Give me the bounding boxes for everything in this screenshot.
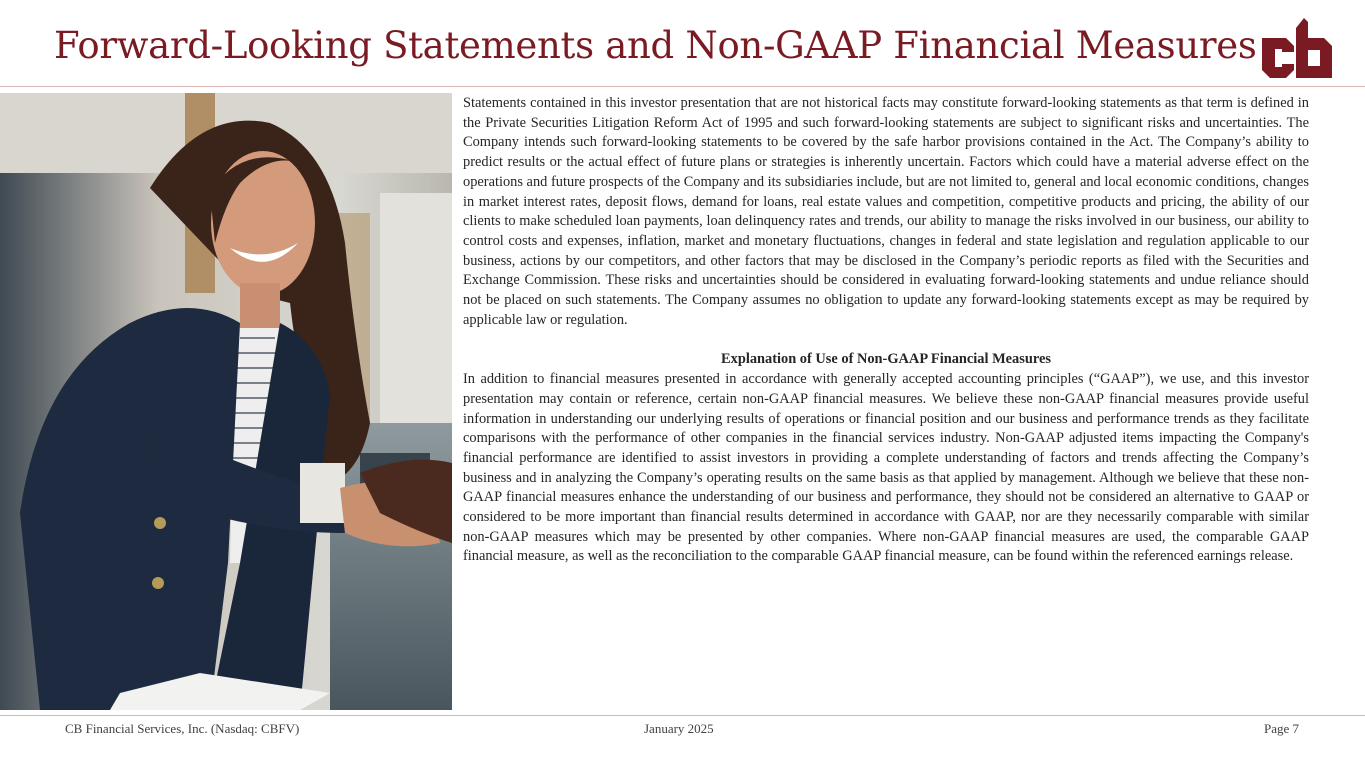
page-title: Forward-Looking Statements and Non-GAAP Financial Measures <box>54 24 1257 67</box>
non-gaap-heading: Explanation of Use of Non-GAAP Financial Measures <box>721 351 1051 368</box>
disclosure-text <box>463 94 1309 567</box>
non-gaap-paragraph: In addition to financial measures presented in accordance with generally accepted accounting principles (“GAAP”), we use, and this investor presentation may contain or reference, certain non-GAAP financial measures. We believe these non-GAAP financial measures provide useful information in understanding our underlying results of operations or financial position and our business and performance trends as they facilitate comparisons with the performance of other companies in the financial services industry. Non-GAAP adjusted items impacting the Company's financial performance are identified to assist investors in providing a complete understanding of factors and trends affecting the Company’s business and in analyzing the Company’s operating results on the same basis as that applied by management. Although we believe that these non-GAAP financial measures enhance the understanding of our business and performance, they should not be considered an alternative to GAAP or considered to be more important than financial results determined in accordance with GAAP, nor are they necessarily comparable with similar non-GAAP measures which may be presented by other companies. Where non-GAAP financial measures are used, the comparable GAAP financial measure, as well as the reconciliation to the comparable GAAP financial measure, can be found within the referenced earnings release. <box>463 371 1309 565</box>
cb-logo <box>1260 16 1334 78</box>
footer-page-number: Page 7 <box>1264 721 1300 736</box>
footer-company: CB Financial Services, Inc. (Nasdaq: CBFV) <box>65 721 300 736</box>
forward-looking-paragraph: Statements contained in this investor presentation that are not historical facts may constitute forward-looking statements as that term is defined in the Private Securities Litigation Reform Act of 1995 and such forward-looking statements are subject to significant risks and uncertainties. The Company intends such forward-looking statements to be covered by the safe harbor provisions contained in the Act. The Company’s ability to predict results or the actual effect of future plans or strategies is inherently uncertain. Factors which could have a material adverse effect on the operations and future prospects of the Company and its subsidiaries include, but are not limited to, general and local economic conditions, changes in market interest rates, deposit flows, demand for loans, real estate values and competition, competitive products and pricing, the ability of our clients to make scheduled loan payments, loan delinquency rates and trends, our ability to manage the risks involved in our business, our ability to control costs and expenses, inflation, market and monetary fluctuations, changes in federal and state legislation and regulation applicable to our business, actions by our competitors, and other factors that may be disclosed in the Company’s periodic reports as filed with the Securities and Exchange Commission. These risks and uncertainties should be considered in evaluating forward-looking statements and undue reliance should not be placed on such statements. The Company assumes no obligation to update any forward-looking statements except as may be required by applicable law or regulation. <box>463 95 1309 328</box>
header-divider <box>0 86 1365 87</box>
footer-date: January 2025 <box>644 721 714 736</box>
footer-divider <box>0 715 1365 716</box>
businesswoman-handshake-photo <box>0 93 452 710</box>
